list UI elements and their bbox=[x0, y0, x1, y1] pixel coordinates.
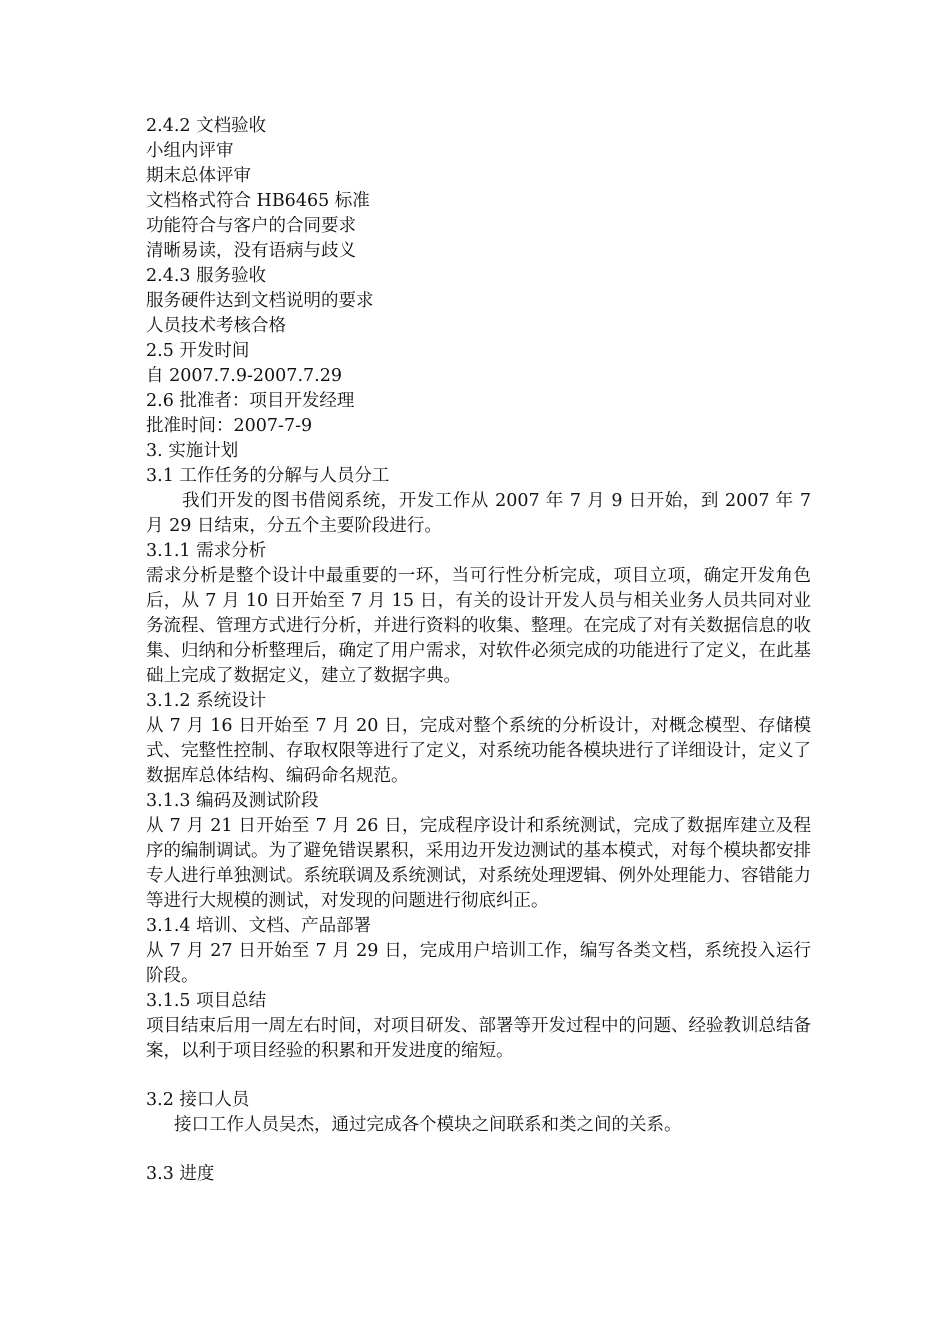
document-body bbox=[146, 114, 811, 1187]
list-item: 功能符合与客户的合同要求 bbox=[146, 216, 356, 236]
list-item: 清晰易读，没有语病与歧义 bbox=[146, 241, 356, 261]
paragraph-3-1-1: 需求分析是整个设计中最重要的一环，当可行性分析完成，项目立项，确定开发角色后，从 7 月 10 日开始至 7 月 15 日，有关的设计开发人员与相关业务人员共同对业务流程、管理方式进行分析，并进行资料的收集、整理。在完成了对有关数据信息的收集、归纳和分析整理后，确定了用户需求，对软件必须完成的功能进行了定义，在此基础上完成了数据定义，建立了数据字典。 bbox=[146, 566, 811, 686]
heading-3-1-5: 3.1.5 项目总结 bbox=[146, 991, 267, 1011]
intro-paragraph: 我们开发的图书借阅系统，开发工作从 2007 年 7 月 9 日开始，到 2007 年 7 月 29 日结束，分五个主要阶段进行。 bbox=[146, 491, 811, 536]
heading-2-6: 2.6 批准者：项目开发经理 bbox=[146, 391, 355, 411]
heading-3-1-1: 3.1.1 需求分析 bbox=[146, 541, 267, 561]
heading-3-3: 3.3 进度 bbox=[146, 1164, 215, 1184]
heading-2-4-2: 2.4.2 文档验收 bbox=[146, 116, 267, 136]
list-item: 期末总体评审 bbox=[146, 166, 251, 186]
list-item: 人员技术考核合格 bbox=[146, 316, 286, 336]
heading-3-1-3: 3.1.3 编码及测试阶段 bbox=[146, 791, 319, 811]
approval-date: 批准时间：2007-7-9 bbox=[146, 416, 313, 436]
list-item: 服务硬件达到文档说明的要求 bbox=[146, 291, 374, 311]
heading-3-1: 3.1 工作任务的分解与人员分工 bbox=[146, 466, 390, 486]
blank-line bbox=[146, 1064, 811, 1088]
list-item: 小组内评审 bbox=[146, 141, 234, 161]
paragraph-3-1-2: 从 7 月 16 日开始至 7 月 20 日，完成对整个系统的分析设计，对概念模型、存储模式、完整性控制、存取权限等进行了定义，对系统功能各模块进行了详细设计，定义了数据库总体结构、编码命名规范。 bbox=[146, 716, 811, 786]
list-item: 文档格式符合 HB6465 标准 bbox=[146, 191, 370, 211]
paragraph-3-2: 接口工作人员吴杰，通过完成各个模块之间联系和类之间的关系。 bbox=[174, 1115, 682, 1135]
paragraph-3-1-5: 项目结束后用一周左右时间，对项目研发、部署等开发过程中的问题、经验教训总结备案，以利于项目经验的积累和开发进度的缩短。 bbox=[146, 1016, 811, 1061]
dev-period: 自 2007.7.9-2007.7.29 bbox=[146, 366, 342, 386]
heading-3-1-2: 3.1.2 系统设计 bbox=[146, 691, 267, 711]
heading-2-5: 2.5 开发时间 bbox=[146, 341, 250, 361]
paragraph-3-1-3: 从 7 月 21 日开始至 7 月 26 日，完成程序设计和系统测试，完成了数据库建立及程序的编制调试。为了避免错误累积，采用边开发边测试的基本模式，对每个模块都安排专人进行单独测试。系统联调及系统测试，对系统处理逻辑、例外处理能力、容错能力等进行大规模的测试，对发现的问题进行彻底纠正。 bbox=[146, 816, 811, 911]
heading-3-2: 3.2 接口人员 bbox=[146, 1090, 250, 1110]
blank-line bbox=[146, 1138, 811, 1162]
heading-3-1-4: 3.1.4 培训、文档、产品部署 bbox=[146, 916, 372, 936]
paragraph-3-1-4: 从 7 月 27 日开始至 7 月 29 日，完成用户培训工作，编写各类文档，系统投入运行阶段。 bbox=[146, 941, 811, 986]
heading-2-4-3: 2.4.3 服务验收 bbox=[146, 266, 267, 286]
heading-3: 3. 实施计划 bbox=[146, 441, 239, 461]
